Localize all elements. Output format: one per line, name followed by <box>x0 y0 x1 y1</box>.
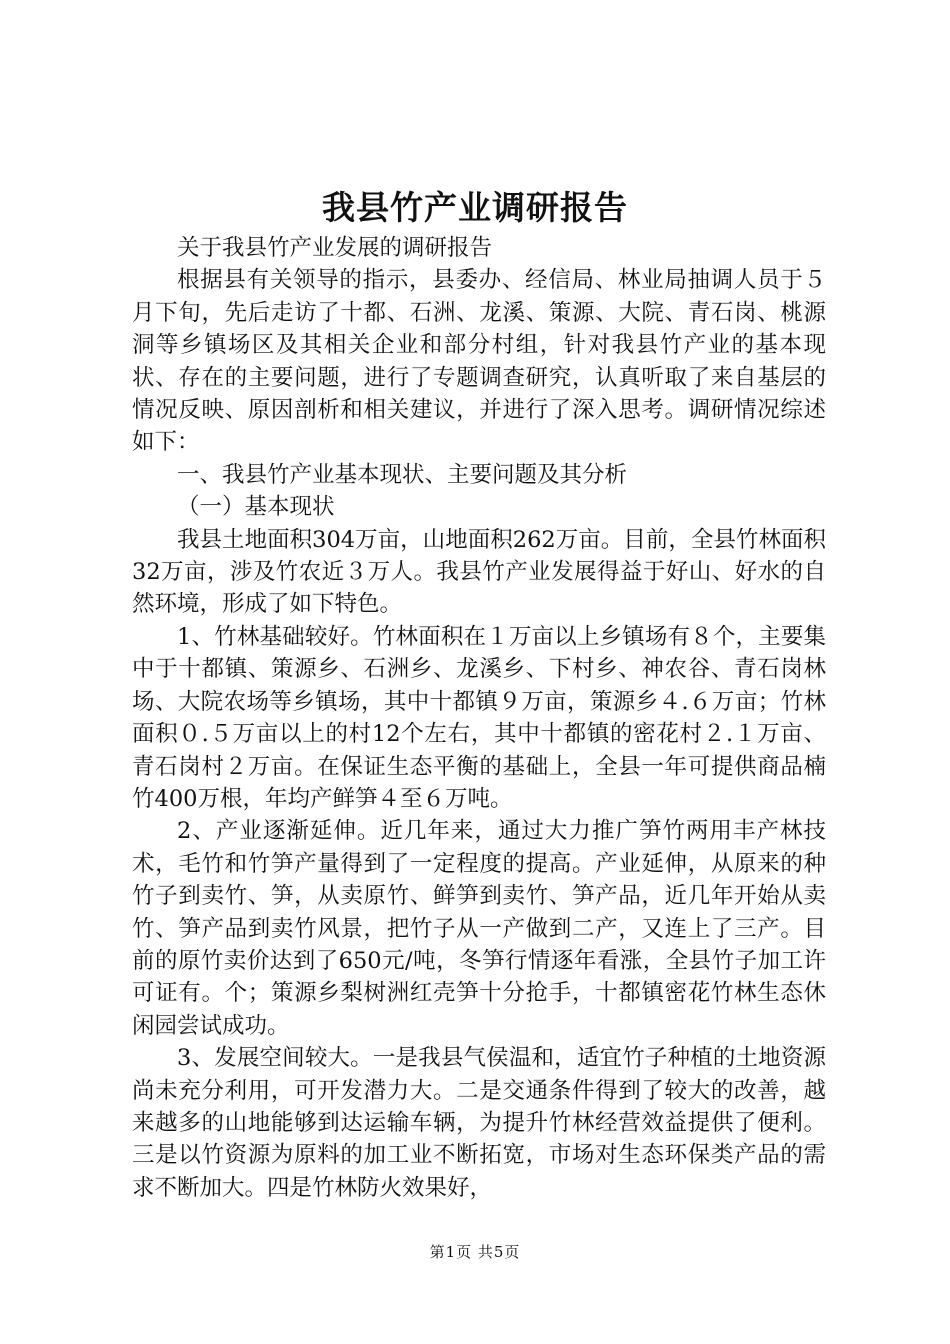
overview-paragraph: 我县土地面积304万亩，山地面积262万亩。目前，全县竹林面积32万亩，涉及竹农近３万人。我县竹产业发展得益于好山、好水的自然环境，形成了如下特色。 <box>132 526 826 618</box>
point-2-paragraph: 2、产业逐渐延伸。近几年来，通过大力推广笋竹两用丰产林技术，毛竹和竹笋产量得到了一定程度的提高。产业延伸，从原来的种竹子到卖竹、笋，从卖原竹、鲜笋到卖竹、笋产品，近几年开始从卖竹、笋产品到卖竹风景，把竹子从一产做到二产，又连上了三产。目前的原竹卖价达到了650元/吨，冬笋行情逐年看涨，全县竹子加工许可证有。个；策源乡梨树洲红壳笋十分抢手，十都镇密花竹林生态休闲园尝试成功。 <box>132 818 826 1039</box>
subtitle-paragraph: 关于我县竹产业发展的调研报告 <box>177 235 493 261</box>
page-footer: 第1页 共5页 <box>429 1243 521 1261</box>
document-title: 我县竹产业调研报告 <box>322 188 628 227</box>
section-heading: 一、我县竹产业基本现状、主要问题及其分析 <box>177 461 628 488</box>
document-body <box>132 232 826 1204</box>
subsection-heading: （一）基本现状 <box>177 494 335 521</box>
intro-paragraph: 根据县有关领导的指示，县委办、经信局、林业局抽调人员于５月下旬，先后走访了十都、石洲、龙溪、策源、大院、青石岗、桃源洞等乡镇场区及其相关企业和部分村组，针对我县竹产业的基本现状、存在的主要问题，进行了专题调查研究，认真听取了来自基层的情况反映、原因剖析和相关建议，并进行了深入思考。调研情况综述如下： <box>132 267 826 456</box>
point-3-paragraph: 3、发展空间较大。一是我县气侯温和，适宜竹子种植的土地资源尚未充分利用，可开发潜力大。二是交通条件得到了较大的改善，越来越多的山地能够到达运输车辆，为提升竹林经营效益提供了便利。三是以竹资源为原料的加工业不断拓宽，市场对生态环保类产品的需求不断加大。四是竹林防火效果好， <box>132 1045 826 1201</box>
point-1-paragraph: 1、竹林基础较好。竹林面积在１万亩以上乡镇场有８个，主要集中于十都镇、策源乡、石洲乡、龙溪乡、下村乡、神农谷、青石岗林场、大院农场等乡镇场，其中十都镇９万亩，策源乡４.６万亩；竹林面积０.５万亩以上的村12个左右，其中十都镇的密花村２.１万亩、青石岗村２万亩。在保证生态平衡的基础上，全县一年可提供商品楠竹400万根，年均产鲜笋４至６万吨。 <box>132 623 826 812</box>
